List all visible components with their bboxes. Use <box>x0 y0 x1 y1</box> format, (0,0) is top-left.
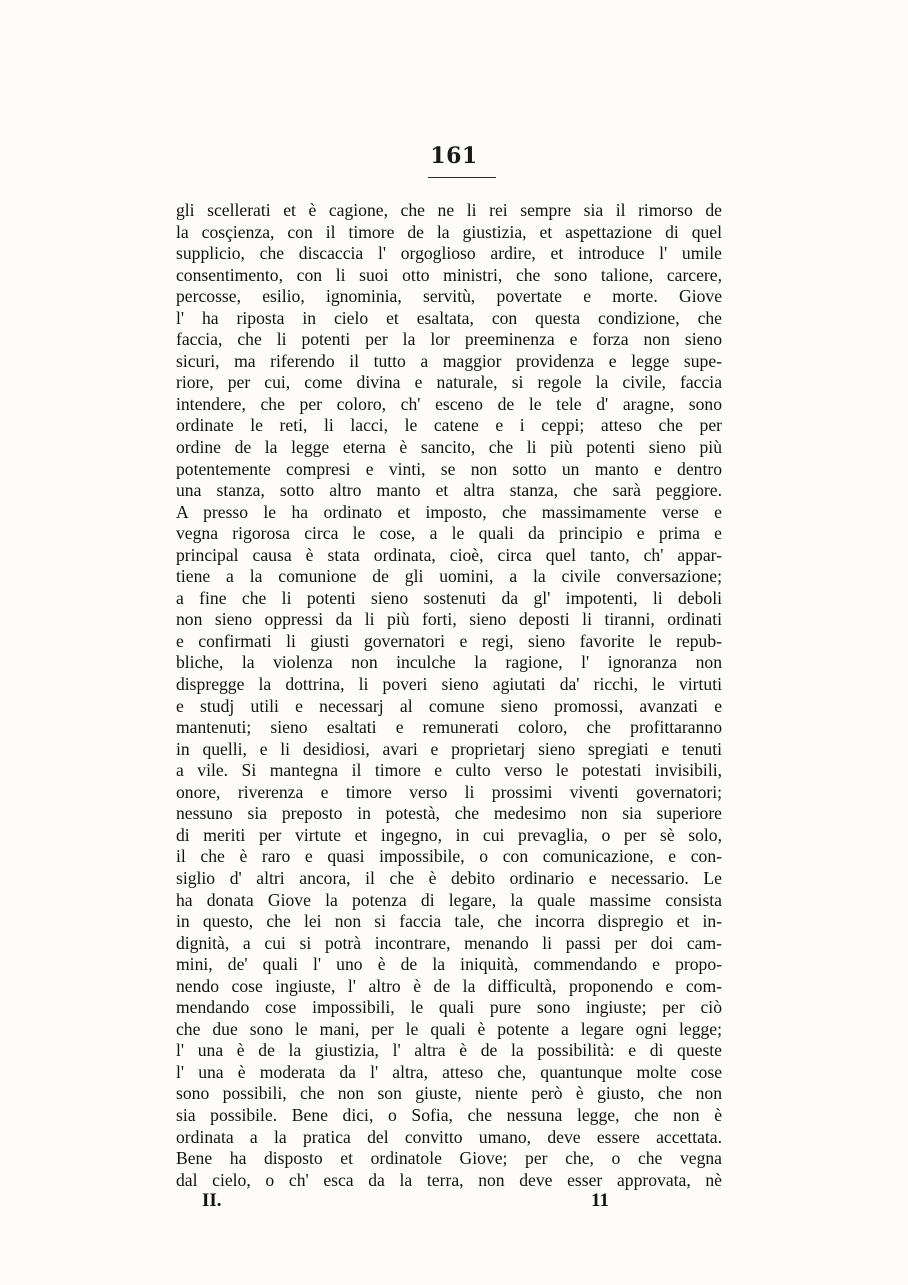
text-line: principal causa è stata ordinata, cioè, circa quel tanto, ch' appar- <box>176 544 722 565</box>
text-line: la cosçienza, con il timore de la giustizia, et aspettazione di quel <box>176 221 722 242</box>
signature-mark-left: II. <box>202 1190 222 1211</box>
text-line: vegna rigorosa circa le cose, a le quali da principio e prima e <box>176 523 722 544</box>
text-line: nessuno sia preposto in potestà, che medesimo non sia superiore <box>176 803 722 824</box>
text-line: ordinate le reti, li lacci, le catene e i ceppi; atteso che per <box>176 415 722 436</box>
text-line: sia possibile. Bene dici, o Sofia, che nessuna legge, che non è <box>176 1104 722 1125</box>
text-line: gli scellerati et è cagione, che ne li rei sempre sia il rimorso de <box>176 200 722 220</box>
text-line: l' una è moderata da l' altra, atteso che, quantunque molte cose <box>176 1061 722 1082</box>
text-line: non sieno oppressi da li più forti, sieno deposti li tiranni, ordinati <box>176 609 722 630</box>
text-line: bliche, la violenza non inculche la ragione, l' ignoranza non <box>176 652 722 673</box>
text-line: l' una è de la giustizia, l' altra è de la possibilità: e di queste <box>176 1040 722 1061</box>
text-line: dignità, a cui si potrà incontrare, menando li passi per doi cam- <box>176 932 722 953</box>
text-line: percosse, esilio, ignominia, servitù, povertate e morte. Giove <box>176 286 722 307</box>
text-line: il che è raro e quasi impossibile, o con comunicazione, e con- <box>176 846 722 867</box>
text-line: nendo cose ingiuste, l' altro è de la difficultà, proponendo e com- <box>176 975 722 996</box>
text-line: potentemente compresi e vinti, se non sotto un manto e dentro <box>176 458 722 479</box>
text-line: supplicio, che discaccia l' orgoglioso ardire, et introduce l' umile <box>176 243 722 264</box>
text-line: sono possibili, che non son giuste, niente però è giusto, che non <box>176 1083 722 1104</box>
text-line: sicuri, ma riferendo il tutto a maggior providenza e legge supe- <box>176 350 722 371</box>
text-line: mendando cose impossibili, le quali pure sono ingiuste; per ciò <box>176 997 722 1018</box>
text-line: in questo, che lei non si faccia tale, che incorra dispregio et in- <box>176 911 722 932</box>
body-text <box>176 200 722 1191</box>
text-line: a vile. Si mantegna il timore e culto verso le potestati invisibili, <box>176 760 722 781</box>
text-line: onore, riverenza e timore verso li prossimi viventi governatori; <box>176 781 722 802</box>
text-line: dispregge la dottrina, li poveri sieno agiutati da' ricchi, le virtuti <box>176 674 722 695</box>
page-footer <box>176 1190 722 1214</box>
text-line: Bene ha disposto et ordinatole Giove; per che, o che vegna <box>176 1148 722 1169</box>
text-line: A presso le ha ordinato et imposto, che massimamente verse e <box>176 501 722 522</box>
text-line: faccia, che li potenti per la lor preeminenza e forza non sieno <box>176 329 722 350</box>
text-line: in quelli, e li desidiosi, avari e proprietarj sieno spregiati e tenuti <box>176 738 722 759</box>
text-line: ordinata a la pratica del convitto umano, deve essere accettata. <box>176 1126 722 1147</box>
text-line: ordine de la legge eterna è sancito, che li più potenti sieno più <box>176 437 722 458</box>
text-line: ha donata Giove la potenza di legare, la quale massime consista <box>176 889 722 910</box>
text-line: consentimento, con li suoi otto ministri, che sono talione, carcere, <box>176 264 722 285</box>
signature-mark-right: 11 <box>591 1190 609 1211</box>
text-line: riore, per cui, come divina e naturale, si regole la civile, faccia <box>176 372 722 393</box>
text-line: di meriti per virtute et ingegno, in cui prevaglia, o per sè solo, <box>176 824 722 845</box>
text-line: mantenuti; sieno esaltati e remunerati coloro, che profittaranno <box>176 717 722 738</box>
text-line: e studj utili e necessarj al comune sieno promossi, avanzati e <box>176 695 722 716</box>
text-line: e confirmati li giusti governatori e regi, sieno favorite le repub- <box>176 630 722 651</box>
text-line: a fine che li potenti sieno sostenuti da gl' impotenti, li deboli <box>176 587 722 608</box>
page-number: 161 <box>430 143 478 169</box>
text-line: intendere, che per coloro, ch' esceno de le tele d' aragne, sono <box>176 393 722 414</box>
text-line: l' ha riposta in cielo et esaltata, con questa condizione, che <box>176 307 722 328</box>
text-line: tiene a la comunione de gli uomini, a la civile conversazione; <box>176 566 722 587</box>
header-rule <box>428 177 496 178</box>
text-line: che due sono le mani, per le quali è potente a legare ogni legge; <box>176 1018 722 1039</box>
text-line: una stanza, sotto altro manto et altra stanza, che sarà peggiore. <box>176 480 722 501</box>
text-line: dal cielo, o ch' esca da la terra, non deve esser approvata, nè <box>176 1169 722 1190</box>
text-line: siglio d' altri ancora, il che è debito ordinario e necessario. Le <box>176 867 722 888</box>
text-line: mini, de' quali l' uno è de la iniquità, commendando e propo- <box>176 954 722 975</box>
